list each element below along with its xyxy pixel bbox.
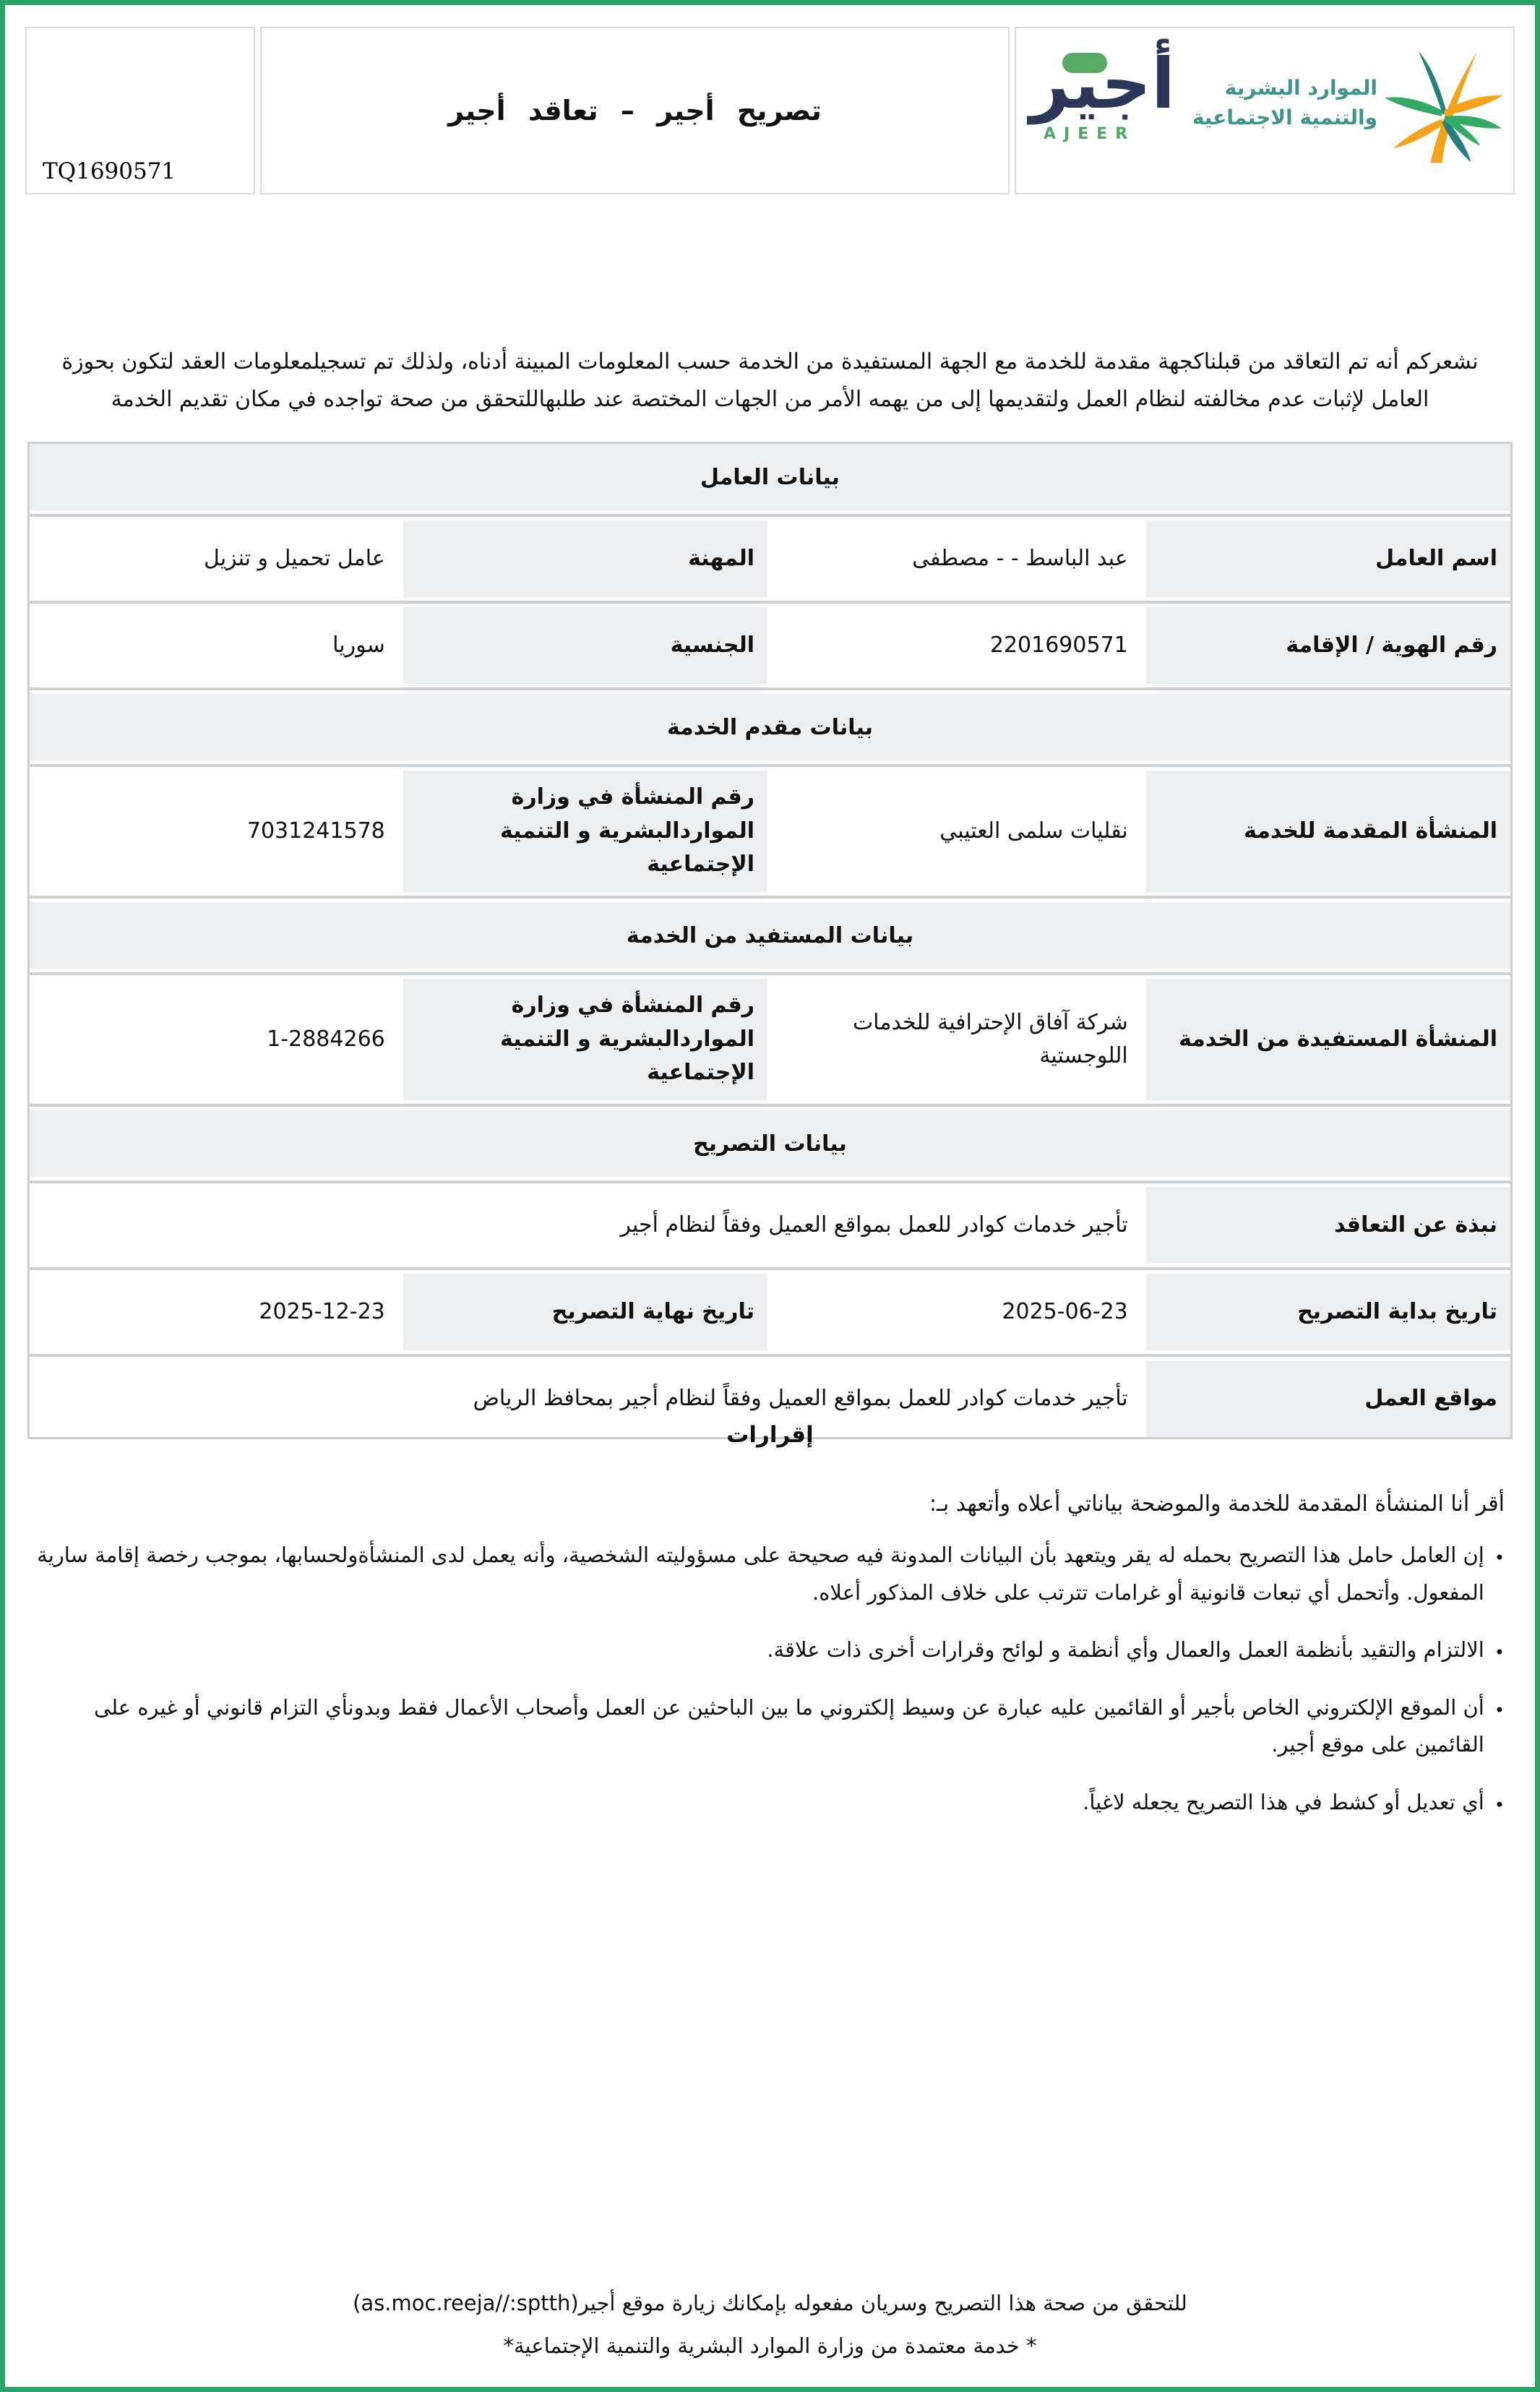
permit-end-value: 2025-12-23: [30, 1274, 398, 1350]
verification-line: [5, 2282, 1535, 2325]
bullet-icon: •: [1494, 1642, 1505, 1663]
row-separator: [30, 764, 1510, 767]
declaration-item: [35, 1784, 1505, 1822]
row-separator: [30, 601, 1510, 604]
row-separator: [30, 1180, 1510, 1183]
contract-brief-label: نبذة عن التعاقد: [1146, 1187, 1510, 1264]
row-separator: [30, 1104, 1510, 1107]
worker-job-value: عامل تحميل و تنزيل: [30, 520, 398, 597]
verification-url: (as.moc.reeja//:sptth): [353, 2291, 579, 2315]
bullet-icon: •: [1494, 1548, 1505, 1568]
permit-number: TQ1690571: [43, 158, 176, 184]
header-logos-cell: [1015, 27, 1515, 194]
section-header-permit: بيانات التصريح: [30, 1110, 1510, 1177]
table-row: [30, 1187, 1510, 1264]
declarations-heading: إقرارات: [726, 1422, 814, 1448]
certified-text: خدمة معتمدة من وزارة الموارد البشرية والتنمية الإجتماعية: [514, 2333, 1026, 2359]
declarations-section: [35, 1422, 1505, 1822]
header-left-cell: [25, 27, 255, 194]
row-separator: [30, 896, 1510, 899]
beneficiary-est-value: شركة آفاق الإحترافية للخدمات اللوجستية: [773, 979, 1141, 1100]
table-row: [30, 520, 1510, 597]
row-separator: [30, 1267, 1510, 1270]
ajeer-latin-text: AJEER: [1044, 125, 1136, 144]
row-separator: [30, 687, 1510, 690]
asterisk-left: *: [503, 2333, 514, 2359]
provider-number-value: 7031241578: [30, 771, 398, 892]
document-footer: [5, 2282, 1535, 2368]
bullet-icon: •: [1494, 1699, 1505, 1720]
declaration-item: [35, 1537, 1505, 1611]
section-header-beneficiary: بيانات المستفيد من الخدمة: [30, 902, 1510, 969]
table-row: [30, 1274, 1510, 1350]
header-title-cell: [260, 27, 1010, 194]
contract-brief-value: تأجير خدمات كوادر للعمل بمواقع العميل وفقاً لنظام أجير: [30, 1187, 1141, 1264]
beneficiary-est-label: المنشأة المستفيدة من الخدمة: [1146, 979, 1510, 1100]
worker-nationality-label: الجنسية: [403, 607, 767, 684]
declaration-text: إن العامل حامل هذا التصريح بحمله له يقر ويتعهد بأن البيانات المدونة فيه صحيحة على مسؤوليته الشخصية، وأنه يعمل لدى المنشأةولحسابها، بموجب رخصة إقامة سارية المفعول. وأتحمل أي تبعات قانونية أو غرامات تترتب على خلاف المذكور أعلاه.: [37, 1543, 1484, 1605]
declaration-item: [35, 1689, 1505, 1764]
ministry-name: [1192, 74, 1377, 132]
declaration-text: أن الموقع الإلكتروني الخاص بأجير أو القائمين عليه عبارة عن وسيط إلكتروني ما بين الباحثين عن العمل وأصحاب الأعمال فقط وبدونأي التزام قانوني أو غيره على القائمين على موقع أجير.: [94, 1694, 1484, 1757]
palm-tree-icon: [1383, 43, 1505, 164]
worker-job-label: المهنة: [403, 520, 767, 597]
worker-id-label: رقم الهوية / الإقامة: [1146, 607, 1510, 684]
provider-est-label: المنشأة المقدمة للخدمة: [1146, 771, 1510, 892]
ministry-name-line2: والتنمية الاجتماعية: [1192, 106, 1377, 129]
beneficiary-number-label: رقم المنشأة في وزارة المواردالبشرية و التنمية الإجتماعية: [403, 979, 767, 1100]
row-separator: [30, 514, 1510, 517]
worker-id-value: 2201690571: [773, 607, 1141, 684]
intro-paragraph: نشعركم أنه تم التعاقد من قبلناكجهة مقدمة للخدمة مع الجهة المستفيدة من الخدمة حسب المعلومات المبينة أدناه، ولذلك تم تسجيلمعلومات العقد لتكون بحوزة العامل لإثبات عدم مخالفته لنظام العمل ولتقديمها إلى من يهمه الأمر من الجهات المختصة عند طلبهاللتحقق من صحة تواجده في مكان تقديم الخدمة: [61, 349, 1479, 412]
table-row: [30, 607, 1510, 684]
permit-data-table: [27, 442, 1513, 1439]
declaration-text: أي تعديل أو كشط في هذا التصريح يجعله لاغياً.: [1083, 1790, 1484, 1815]
beneficiary-number-value: 1-2884266: [30, 979, 398, 1100]
ministry-name-line1: الموارد البشرية: [1224, 76, 1377, 100]
permit-start-label: تاريخ بداية التصريح: [1146, 1274, 1510, 1350]
ajeer-arabic-text: أجير: [1030, 43, 1175, 124]
section-header-worker: بيانات العامل: [30, 444, 1510, 510]
ministry-logo: [1192, 43, 1505, 164]
certified-line: [5, 2325, 1535, 2367]
provider-est-value: نقليات سلمى العتيبي: [773, 771, 1141, 892]
work-locations-value: تأجير خدمات كوادر للعمل بمواقع العميل وفقاً لنظام أجير بمحافظ الرياض: [30, 1360, 1141, 1437]
table-row: [30, 771, 1510, 892]
worker-nationality-value: سوريا: [30, 607, 398, 684]
ajeer-logo: [1030, 43, 1175, 144]
permit-start-value: 2025-06-23: [773, 1274, 1141, 1350]
provider-number-label: رقم المنشأة في وزارة المواردالبشرية و التنمية الإجتماعية: [403, 771, 767, 892]
bullet-icon: •: [1494, 1795, 1505, 1816]
section-header-provider: بيانات مقدم الخدمة: [30, 694, 1510, 760]
ajeer-wordmark: [1030, 43, 1175, 124]
declaration-item: [35, 1632, 1505, 1669]
asterisk-right: *: [1026, 2333, 1037, 2359]
verification-text: للتحقق من صحة هذا التصريح وسريان مفعوله بإمكانك زيارة موقع أجير: [578, 2291, 1187, 2315]
table-row: [30, 979, 1510, 1100]
worker-name-value: عبد الباسط - - مصطفى: [773, 520, 1141, 597]
declarations-intro: أقر أنا المنشأة المقدمة للخدمة والموضحة بياناتي أعلاه وأتعهد بـ:: [929, 1491, 1505, 1517]
row-separator: [30, 1354, 1510, 1357]
work-locations-label: مواقع العمل: [1146, 1360, 1510, 1437]
document-header: [25, 27, 1515, 194]
permit-end-label: تاريخ نهاية التصريح: [403, 1274, 767, 1350]
worker-name-label: اسم العامل: [1146, 520, 1510, 597]
row-separator: [30, 972, 1510, 975]
page-title: تصريح أجير – تعاقد أجير: [448, 95, 822, 127]
declaration-text: الالتزام والتقيد بأنظمة العمل والعمال وأي أنظمة و لوائح وقرارات أخرى ذات علاقة.: [767, 1637, 1484, 1663]
